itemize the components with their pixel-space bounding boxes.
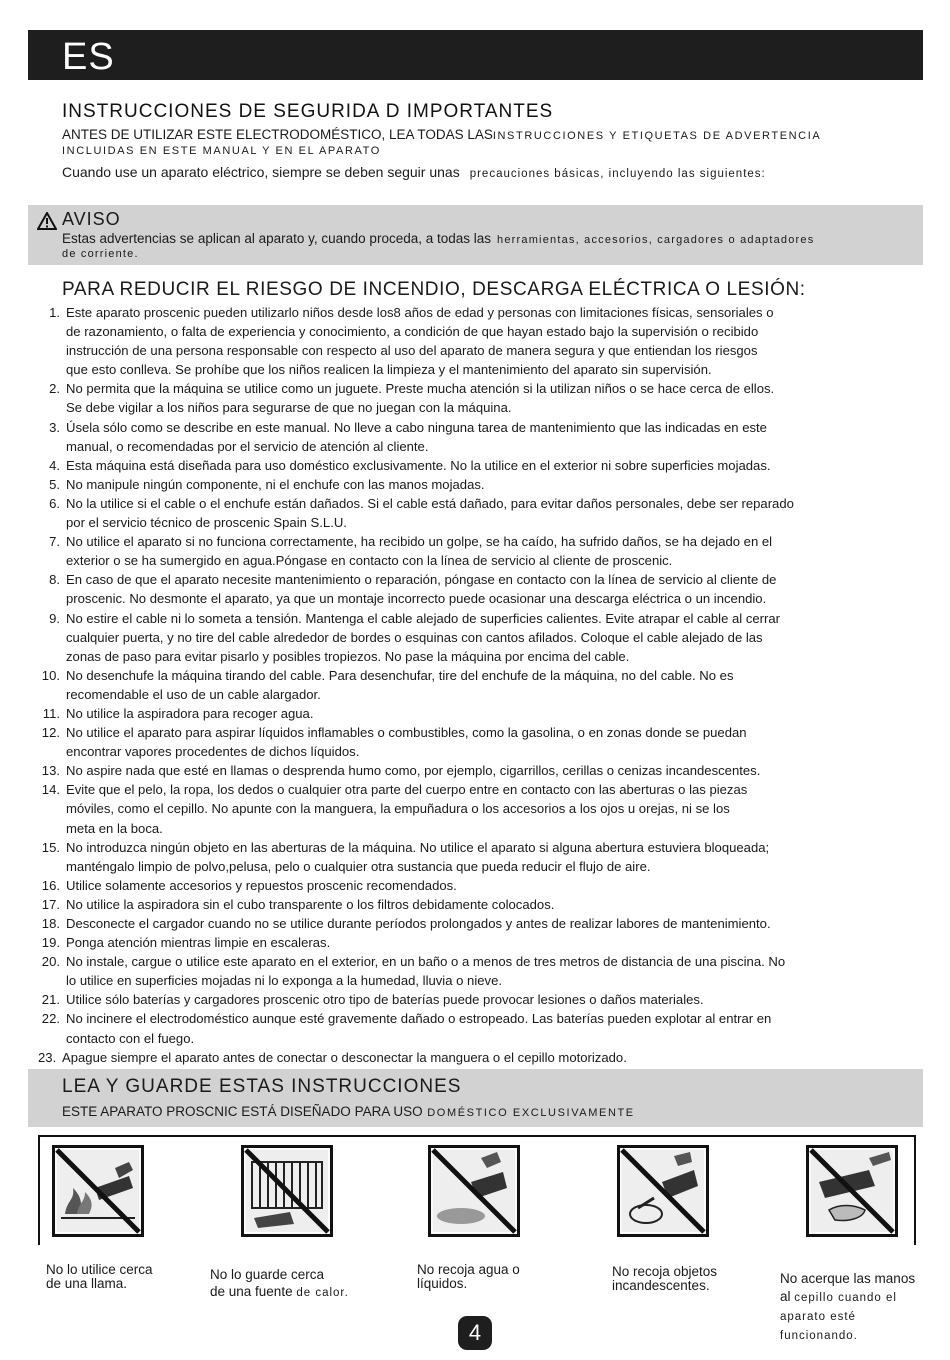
keep-instructions-box <box>28 1069 923 1127</box>
safety-list-item <box>38 952 918 990</box>
no-water-icon <box>428 1145 520 1237</box>
safety-list-item <box>38 303 918 379</box>
list-item-number: 4. <box>49 457 60 473</box>
caption-3-text: No recoja agua o líquidos. <box>417 1262 520 1291</box>
list-item-text: Utilice solamente accesorios y repuestos proscenic recomendados. <box>66 877 457 893</box>
caption-5-text-small: cepillo cuando el aparato esté funcionando. <box>780 1292 897 1342</box>
list-item-text: No permita que la máquina se utilice como un juguete. Preste mucha atención si la utilizan niños o se hace cerca de ellos. Se debe vigilar a los niños para segurarse de que no juegan con la máquina. <box>66 381 775 416</box>
safety-list-item <box>38 475 918 494</box>
safety-list-item <box>38 570 918 608</box>
safety-list-item <box>38 838 918 876</box>
list-item-number: 15. <box>41 839 60 855</box>
keep-subtitle <box>62 1104 635 1119</box>
warning-text-c: de corriente. <box>62 248 139 260</box>
risk-title: PARA REDUCIR EL RIESGO DE INCENDIO, DESCARGA ELÉCTRICA O LESIÓN: <box>62 279 806 300</box>
safety-list-item <box>38 895 918 914</box>
list-item-number: 18. <box>41 916 60 931</box>
no-flame-icon <box>52 1145 144 1237</box>
safety-list-item <box>38 704 918 723</box>
list-item-text: No la utilice si el cable o el enchufe están dañados. Si el cable está dañado, para evitar daños personales, debe ser reparado por el servicio técnico de proscenic Spain S.L.U. <box>66 495 794 531</box>
safety-intro-line3 <box>62 164 766 180</box>
list-item-number: 23. <box>38 1049 57 1065</box>
safety-list-item <box>38 876 918 895</box>
caption-1-text: No lo utilice cerca de una llama. <box>46 1262 153 1291</box>
safety-intro-line2: INCLUIDAS EN ESTE MANUAL Y EN EL APARATO <box>62 145 381 157</box>
list-item-number: 7. <box>49 534 60 550</box>
safety-list-item <box>38 609 918 666</box>
warning-text-a: Estas advertencias se aplican al aparato y, cuando proceda, a todas las <box>62 231 492 246</box>
pictogram-caption-1 <box>46 1249 153 1291</box>
pictogram-caption-4 <box>612 1251 717 1293</box>
list-item-text: No utilice el aparato para aspirar líquidos inflamables o combustibles, como la gasolina, o en zonas donde se puedan encontrar vapores procedentes de dichos líquidos. <box>66 725 747 760</box>
keep-subtitle-b: DOMÉSTICO EXCLUSIVAMENTE <box>422 1107 635 1119</box>
list-item-number: 22. <box>41 1011 60 1027</box>
list-item-number: 2. <box>49 381 60 397</box>
list-item-text: Desconecte el cargador cuando no se utilice durante períodos prolongados y antes de realizar labores de mantenimiento. <box>66 916 771 931</box>
list-item-text: En caso de que el aparato necesite mantenimiento o reparación, póngase en contacto con la línea de servicio al cliente de proscenic. No desmonte el aparato, ya que un montaje incorrecto puede ocasionar una descarga eléctrica o un incendio. <box>66 572 777 607</box>
list-item-text: No manipule ningún componente, ni el enchufe con las manos mojadas. <box>66 476 485 492</box>
list-item-text: No desenchufe la máquina tirando del cable. Para desenchufar, tire del enchufe de la máquina, no del cable. No es recomendable el uso de un cable alargador. <box>66 667 734 702</box>
safety-intro-line1-b: INSTRUCCIONES Y ETIQUETAS DE ADVERTENCIA <box>492 130 822 142</box>
page-number: 4 <box>458 1316 492 1350</box>
caption-4-text: No recoja objetos incandescentes. <box>612 1264 718 1293</box>
list-item-number: 5. <box>49 476 60 492</box>
safety-list-item <box>38 761 918 780</box>
safety-list-item <box>38 379 918 417</box>
no-hands-brush-icon <box>806 1145 898 1237</box>
list-item-number: 12. <box>41 725 60 741</box>
warning-text <box>62 231 814 246</box>
list-item-text: No estire el cable ni lo someta a tensión. Mantenga el cable alejado de superficies calientes. Evite atrapar el cable al cerrar cualquier puerta, y no tire del cable alrededor de bordes o esquinas con cantos afilados. Coloque el cable alejado de las zonas de paso para evitar pisarlo y posibles tropiezos. No pase la máquina por encima del cable. <box>66 610 781 664</box>
list-item-number: 16. <box>41 877 60 893</box>
safety-list-item <box>38 723 918 761</box>
list-item-number: 6. <box>49 495 60 511</box>
warning-title: AVISO <box>62 209 121 229</box>
list-item-number: 19. <box>41 935 60 951</box>
list-item-number: 13. <box>41 763 60 779</box>
safety-intro-line3-a: Cuando use un aparato eléctrico, siempre se deben seguir unas <box>62 164 460 180</box>
pictogram-caption-5 <box>780 1252 915 1345</box>
list-item-number: 3. <box>49 419 60 435</box>
list-item-text: Apague siempre el aparato antes de conectar o desconectar la manguera o el cepillo motorizado. <box>62 1049 627 1065</box>
list-item-text: No utilice la aspiradora para recoger agua. <box>66 705 314 721</box>
list-item-text: Este aparato proscenic pueden utilizarlo niños desde los8 años de edad y personas con limitaciones físicas, sensoriales o de razonamiento, o falta de experiencia y conocimiento, a condición de que hayan estado bajo la supervisión o recibido instrucción de una persona responsable con respecto al uso del aparato de manera segura y que entiendan los riesgos que esto conlleva. Se prohíbe que los niños realicen la limpieza y el mantenimiento del aparato sin supervisión. <box>66 305 774 378</box>
list-item-number: 11. <box>42 705 60 721</box>
safety-list-item <box>38 494 918 532</box>
safety-list-item <box>38 914 918 933</box>
pictogram-caption-2 <box>210 1249 349 1302</box>
safety-list-item <box>38 1048 918 1067</box>
language-header-bar <box>28 30 923 80</box>
list-item-text: No introduzca ningún objeto en las aberturas de la máquina. No utilice el aparato si alguna abertura estuviera bloqueada; manténgalo limpio de polvo,pelusa, pelo o cualquier otra sustancia que pueda reducir el flujo de aire. <box>66 839 770 874</box>
list-item-text: No utilice el aparato si no funciona correctamente, ha recibido un golpe, se ha caído, ha sufrido daños, se ha dejado en el exterior o se ha sumergido en agua.Póngase en contacto con la línea de servicio al cliente de proscenic. <box>66 534 773 569</box>
warning-box <box>28 205 923 265</box>
list-item-text: No utilice la aspiradora sin el cubo transparente o los filtros debidamente colocados. <box>66 896 555 912</box>
keep-title: LEA Y GUARDE ESTAS INSTRUCCIONES <box>62 1076 462 1097</box>
safety-list-item <box>38 456 918 475</box>
language-code: ES <box>62 36 115 78</box>
list-item-text: Úsela sólo como se describe en este manual. No lleve a cabo ninguna tarea de mantenimiento que las indicadas en este manual, o recomendadas por el servicio de atención al cliente. <box>66 419 767 454</box>
safety-list-item <box>38 1009 918 1047</box>
safety-intro-line1 <box>62 127 821 142</box>
no-heat-source-icon <box>241 1145 333 1237</box>
safety-list-item <box>38 532 918 570</box>
list-item-number: 1. <box>49 305 60 320</box>
safety-list-item <box>38 418 918 456</box>
safety-intro-line1-a: ANTES DE UTILIZAR ESTE ELECTRODOMÉSTICO, LEA TODAS LAS <box>62 127 493 142</box>
caption-2-text: No lo guarde cerca de una fuente <box>210 1267 325 1299</box>
list-item-number: 20. <box>41 954 60 970</box>
warning-triangle-icon <box>37 212 57 230</box>
safety-list-item <box>38 933 918 952</box>
list-item-number: 10. <box>41 667 60 683</box>
safety-title: INSTRUCCIONES DE SEGURIDA D IMPORTANTES <box>62 101 554 122</box>
safety-list-item <box>38 990 918 1009</box>
pictogram-caption-3 <box>417 1249 520 1291</box>
safety-list-item <box>38 666 918 704</box>
list-item-text: No incinere el electrodoméstico aunque esté gravemente dañado o estropeado. Las baterías pueden explotar al entrar en contacto con el fuego. <box>66 1011 772 1046</box>
list-item-number: 8. <box>49 572 60 588</box>
list-item-text: No aspire nada que esté en llamas o desprenda humo como, por ejemplo, cigarrillos, cerillas o cenizas incandescentes. <box>66 763 761 779</box>
list-item-text: Utilice sólo baterías y cargadores proscenic otro tipo de baterías puede provocar lesiones o daños materiales. <box>66 992 704 1008</box>
no-hot-objects-icon <box>617 1145 709 1237</box>
safety-intro-line3-b: precauciones básicas, incluyendo las siguientes: <box>469 168 766 180</box>
list-item-number: 14. <box>41 782 60 798</box>
list-item-text: Ponga atención mientras limpie en escaleras. <box>66 935 331 951</box>
list-item-number: 9. <box>49 610 60 626</box>
warning-text-b: herramientas, accesorios, cargadores o adaptadores <box>497 234 815 246</box>
caption-2-text-small: de calor. <box>296 1287 349 1299</box>
keep-subtitle-a: ESTE APARATO PROSCNIC ESTÁ DISEÑADO PARA USO <box>62 1104 423 1119</box>
risk-list <box>38 303 918 1067</box>
list-item-text: Esta máquina está diseñada para uso doméstico exclusivamente. No la utilice en el exterior ni sobre superficies mojadas. <box>66 457 771 473</box>
list-item-number: 21. <box>41 992 60 1008</box>
caption-5-text: No acerque las manos al <box>780 1271 916 1304</box>
list-item-text: No instale, cargue o utilice este aparato en el exterior, en un baño o a menos de tres metros de distancia de una piscina. No lo utilice en superficies mojadas ni lo exponga a la humedad, lluvia o nieve. <box>66 954 786 989</box>
list-item-number: 17. <box>41 896 60 912</box>
safety-list-item <box>38 780 918 837</box>
list-item-text: Evite que el pelo, la ropa, los dedos o cualquier otra parte del cuerpo entre en contacto con las aberturas o las piezas móviles, como el cepillo. No apunte con la manguera, la empuñadura o los accesorios a los ojos u orejas, ni se los meta en la boca. <box>66 782 748 836</box>
